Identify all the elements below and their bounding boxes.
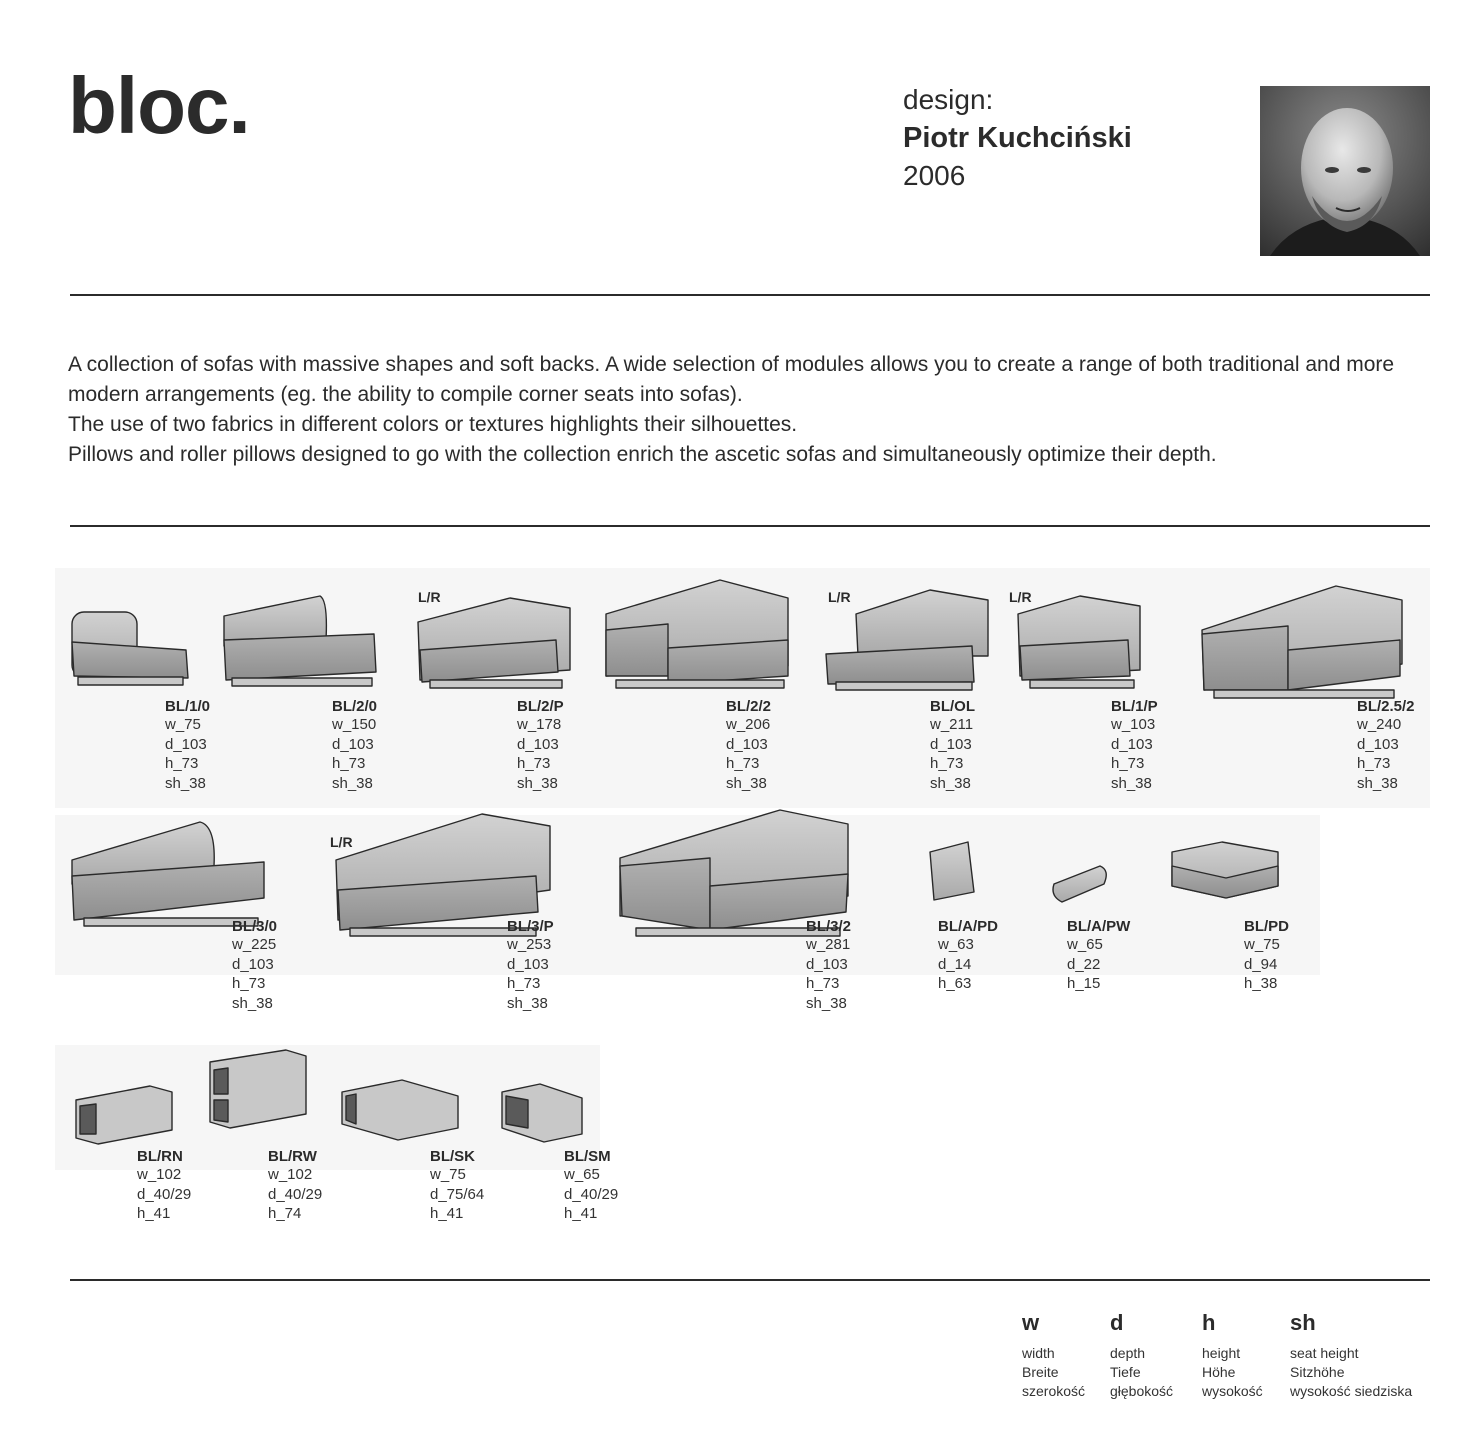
module-drawing-bl-sm bbox=[502, 1084, 582, 1142]
module-depth: d_40/29 bbox=[564, 1185, 619, 1203]
module-bl-sm bbox=[564, 1148, 618, 1224]
module-drawing-bl-sk bbox=[342, 1080, 458, 1140]
legend-line: wysokość siedziska bbox=[1290, 1383, 1413, 1399]
module-width: w_75 bbox=[430, 1166, 466, 1183]
module-depth: d_103 bbox=[507, 955, 549, 973]
module-code: BL/PD bbox=[1244, 918, 1289, 935]
module-height: h_15 bbox=[1067, 975, 1101, 992]
designer-name: Piotr Kuchciński bbox=[903, 122, 1132, 154]
module-bl-rw bbox=[268, 1148, 322, 1224]
module-depth: d_103 bbox=[726, 735, 768, 753]
module-bl-2-5-2 bbox=[1357, 698, 1415, 793]
design-year: 2006 bbox=[903, 160, 966, 191]
legend-width bbox=[1022, 1310, 1085, 1401]
legend-line: szerokość bbox=[1022, 1383, 1086, 1399]
module-depth: d_40/29 bbox=[137, 1185, 192, 1203]
module-seat-height: sh_38 bbox=[726, 774, 767, 792]
module-bl-2-2 bbox=[726, 698, 771, 793]
module-width: w_253 bbox=[507, 936, 552, 953]
module-code: BL/3/0 bbox=[232, 918, 278, 935]
module-code: BL/OL bbox=[930, 698, 975, 715]
module-drawing-bl-ol bbox=[826, 590, 988, 690]
module-bl-2-p bbox=[517, 698, 564, 793]
module-drawing-bl-a-pw bbox=[1053, 866, 1106, 902]
module-drawing-bl-1-0 bbox=[72, 612, 188, 685]
module-width: w_65 bbox=[564, 1166, 600, 1183]
module-width: w_240 bbox=[1357, 716, 1402, 733]
module-width: w_75 bbox=[165, 716, 201, 733]
module-width: w_102 bbox=[137, 1166, 182, 1183]
module-seat-height: sh_38 bbox=[930, 774, 971, 792]
module-bl-3-2 bbox=[806, 918, 851, 1013]
module-height: h_73 bbox=[1111, 755, 1145, 772]
module-code: BL/A/PD bbox=[938, 918, 998, 935]
legend-line: Tiefe bbox=[1110, 1364, 1141, 1380]
description-paragraph: A collection of sofas with massive shapes and soft backs. A wide selection of modules allows you to create a range of both traditional and more modern arrangements (eg. the ability to compile corner seats into sofas). bbox=[68, 353, 1395, 406]
module-code: BL/A/PW bbox=[1067, 918, 1131, 935]
description-paragraph: Pillows and roller pillows designed to go with the collection enrich the ascetic sofas and simultaneously optimize their depth. bbox=[68, 443, 1217, 466]
legend-seat-height bbox=[1290, 1310, 1412, 1401]
module-code: BL/2/P bbox=[517, 698, 564, 715]
lr-mark: L/R bbox=[418, 589, 441, 605]
module-width: w_150 bbox=[332, 716, 377, 733]
module-code: BL/2/0 bbox=[332, 698, 378, 715]
module-bl-3-p bbox=[507, 918, 554, 1013]
module-depth: d_103 bbox=[165, 735, 207, 753]
module-code: BL/3/2 bbox=[806, 918, 852, 935]
module-height: h_73 bbox=[806, 975, 840, 992]
module-code: BL/1/P bbox=[1111, 698, 1158, 715]
module-bl-3-0 bbox=[232, 918, 277, 1013]
module-bl-rn bbox=[137, 1148, 191, 1224]
module-drawing-bl-3-0 bbox=[72, 822, 264, 926]
module-width: w_103 bbox=[1111, 716, 1156, 733]
module-drawing-bl-1-p bbox=[1018, 596, 1140, 688]
module-code: BL/RW bbox=[268, 1148, 317, 1165]
module-seat-height: sh_38 bbox=[806, 994, 847, 1012]
module-height: h_73 bbox=[332, 755, 366, 772]
legend-line: Breite bbox=[1022, 1364, 1059, 1380]
module-code: BL/2/2 bbox=[726, 698, 772, 715]
module-height: h_38 bbox=[1244, 975, 1278, 992]
module-code: BL/SK bbox=[430, 1148, 475, 1165]
module-width: w_102 bbox=[268, 1166, 313, 1183]
module-drawing-bl-rw bbox=[210, 1050, 306, 1128]
module-bl-pd bbox=[1244, 918, 1289, 994]
module-depth: d_103 bbox=[1357, 735, 1399, 753]
legend-key: w bbox=[1022, 1310, 1040, 1335]
module-width: w_225 bbox=[232, 936, 277, 953]
module-code: BL/2.5/2 bbox=[1357, 698, 1415, 715]
module-depth: d_103 bbox=[517, 735, 559, 753]
module-bl-ol bbox=[930, 698, 975, 793]
module-depth: d_103 bbox=[806, 955, 848, 973]
legend-line: wysokość bbox=[1202, 1383, 1263, 1399]
legend-key: sh bbox=[1290, 1310, 1316, 1335]
brand-logo: bloc. bbox=[68, 61, 250, 150]
module-bl-sk bbox=[430, 1148, 484, 1224]
module-code: BL/RN bbox=[137, 1148, 183, 1165]
module-width: w_75 bbox=[1244, 936, 1280, 953]
divider-bottom bbox=[70, 1279, 1430, 1281]
legend-line: Höhe bbox=[1202, 1364, 1236, 1380]
module-drawing-bl-pd bbox=[1172, 842, 1278, 898]
module-height: h_73 bbox=[165, 755, 199, 772]
module-depth: d_103 bbox=[232, 955, 274, 973]
module-height: h_41 bbox=[137, 1205, 171, 1222]
module-drawing-bl-rn bbox=[76, 1086, 172, 1144]
module-width: w_178 bbox=[517, 716, 562, 733]
module-width: w_211 bbox=[930, 716, 974, 733]
module-code: BL/SM bbox=[564, 1148, 611, 1165]
module-depth: d_22 bbox=[1067, 955, 1101, 973]
module-seat-height: sh_38 bbox=[507, 994, 548, 1012]
module-code: BL/3/P bbox=[507, 918, 554, 935]
module-bl-2-0 bbox=[332, 698, 377, 793]
module-bl-a-pw bbox=[1067, 918, 1130, 994]
lr-mark: L/R bbox=[1009, 589, 1032, 605]
module-width: w_206 bbox=[726, 716, 771, 733]
module-width: w_65 bbox=[1067, 936, 1103, 953]
module-depth: d_94 bbox=[1244, 955, 1278, 973]
module-height: h_63 bbox=[938, 975, 972, 992]
description-paragraph: The use of two fabrics in different colors or textures highlights their silhouettes. bbox=[68, 413, 798, 436]
module-height: h_73 bbox=[517, 755, 551, 772]
module-drawing-bl-a-pd bbox=[930, 842, 974, 900]
module-bl-a-pd bbox=[938, 918, 998, 994]
module-seat-height: sh_38 bbox=[332, 774, 373, 792]
module-seat-height: sh_38 bbox=[1357, 774, 1398, 792]
module-depth: d_103 bbox=[332, 735, 374, 753]
legend-key: d bbox=[1110, 1310, 1124, 1335]
module-drawing-bl-2-5-2 bbox=[1202, 586, 1402, 698]
module-height: h_73 bbox=[1357, 755, 1391, 772]
lr-mark: L/R bbox=[330, 834, 353, 850]
module-height: h_41 bbox=[564, 1205, 598, 1222]
module-depth: d_103 bbox=[930, 735, 972, 753]
module-width: w_63 bbox=[938, 936, 974, 953]
legend-key: h bbox=[1202, 1310, 1216, 1335]
module-seat-height: sh_38 bbox=[165, 774, 206, 792]
module-depth: d_75/64 bbox=[430, 1185, 485, 1203]
module-bl-1-p bbox=[1111, 698, 1158, 793]
legend-line: Sitzhöhe bbox=[1290, 1364, 1345, 1380]
module-drawing-bl-2-0 bbox=[224, 596, 376, 686]
module-height: h_73 bbox=[232, 975, 266, 992]
legend-line: głębokość bbox=[1110, 1383, 1174, 1399]
module-seat-height: sh_38 bbox=[1111, 774, 1152, 792]
module-height: h_73 bbox=[507, 975, 541, 992]
module-depth: d_14 bbox=[938, 955, 972, 973]
legend-line: height bbox=[1202, 1345, 1241, 1361]
module-depth: d_40/29 bbox=[268, 1185, 323, 1203]
module-drawing-bl-2-p bbox=[418, 598, 570, 688]
legend-height bbox=[1202, 1310, 1263, 1401]
module-seat-height: sh_38 bbox=[232, 994, 273, 1012]
legend-line: seat height bbox=[1290, 1345, 1359, 1361]
module-height: h_41 bbox=[430, 1205, 464, 1222]
module-height: h_73 bbox=[726, 755, 760, 772]
legend-depth bbox=[1110, 1310, 1173, 1401]
module-height: h_74 bbox=[268, 1205, 302, 1222]
module-width: w_281 bbox=[806, 936, 851, 953]
module-height: h_73 bbox=[930, 755, 964, 772]
module-code: BL/1/0 bbox=[165, 698, 211, 715]
design-label: design: bbox=[903, 84, 994, 115]
lr-mark: L/R bbox=[828, 589, 851, 605]
module-drawing-bl-2-2 bbox=[606, 580, 788, 688]
legend-line: width bbox=[1022, 1345, 1055, 1361]
legend-line: depth bbox=[1110, 1345, 1146, 1361]
module-depth: d_103 bbox=[1111, 735, 1153, 753]
module-bl-1-0 bbox=[165, 698, 210, 793]
module-seat-height: sh_38 bbox=[517, 774, 558, 792]
